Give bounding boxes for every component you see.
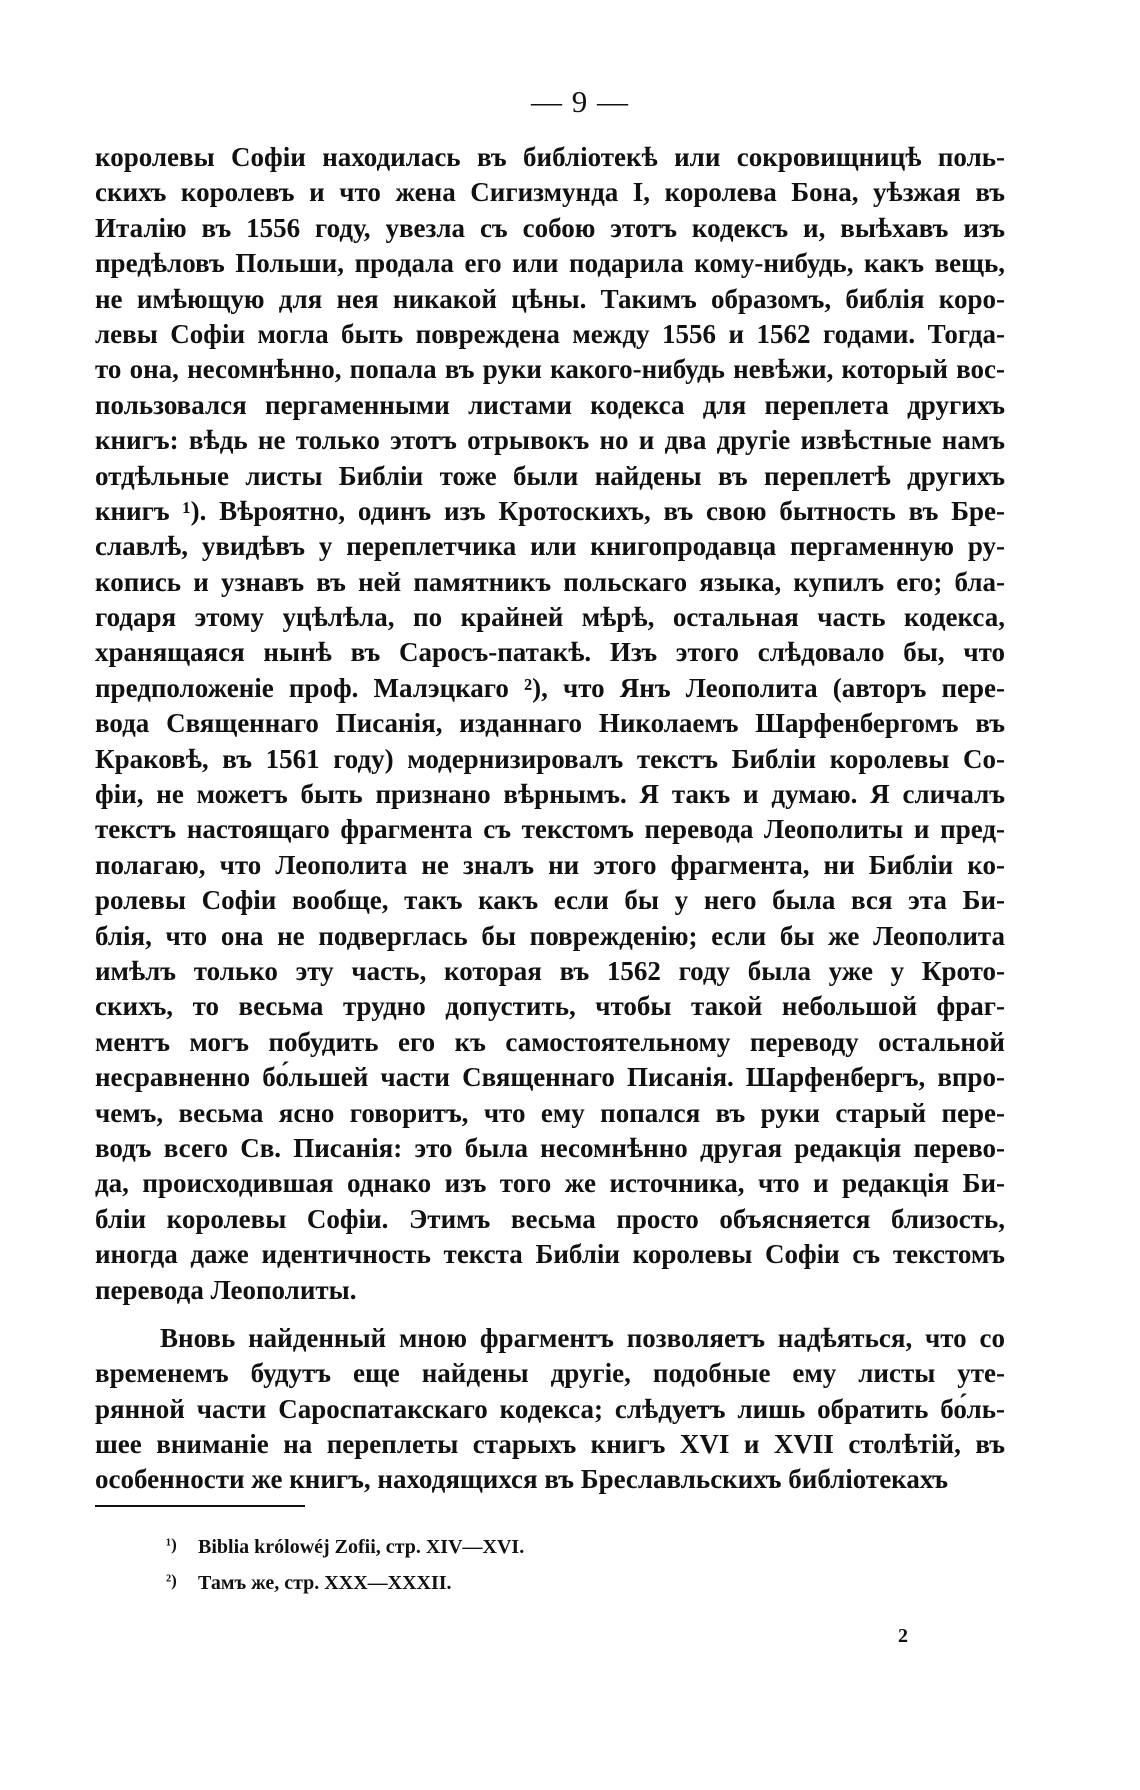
- paragraph-2: [95, 1321, 1005, 1498]
- paragraph-1: [95, 140, 1005, 1308]
- footnote-1-text: Biblia królowéj Zofii, стр. XIV—XVI.: [198, 1536, 525, 1558]
- footnote-2-text: Тамъ же, стр. XXX—XXXII.: [198, 1572, 452, 1594]
- text-line: водъ всего Св. Писанія: это была несомнѣнно другая редакція перево-: [95, 1132, 1005, 1163]
- footnote-2-mark: ²): [166, 1571, 177, 1590]
- text-line: предѣловъ Польши, продала его или подарила кому-нибудь, какъ вещь,: [95, 248, 1005, 279]
- text-line: копись и узнавъ въ ней памятникъ польскаго языка, купилъ его; бла-: [95, 566, 1005, 597]
- text-line: текстъ настоящаго фрагмента съ текстомъ перевода Леополиты и пред-: [95, 814, 1005, 845]
- text-line: вода Священнаго Писанія, изданнаго Николаемъ Шарфенбергомъ въ: [95, 708, 1005, 739]
- text-line: чемъ, весьма ясно говоритъ, что ему попался въ руки старый пере-: [95, 1097, 1005, 1128]
- text-line: славлѣ, увидѣвъ у переплетчика или книгопродавца пергаменную ру-: [95, 531, 1005, 562]
- text-line: шее вниманіе на переплеты старыхъ книгъ XVI и XVII столѣтій, въ: [95, 1429, 1005, 1460]
- text-line: Краковѣ, въ 1561 году) модернизировалъ текстъ Библіи королевы Со-: [95, 743, 1005, 774]
- text-line: скихъ, то весьма трудно допустить, чтобы такой небольшой фраг-: [95, 991, 1005, 1022]
- page-number: — 9 —: [531, 84, 629, 119]
- text-line: хранящаяся нынѣ въ Саросъ-патакѣ. Изъ этого слѣдовало бы, что: [95, 637, 1005, 668]
- signature-mark: 2: [898, 1625, 908, 1647]
- text-line: годаря этому уцѣлѣла, по крайней мѣрѣ, остальная часть кодекса,: [95, 602, 1005, 633]
- text-line: особенности же книгъ, находящихся въ Бреславльскихъ библіотекахъ: [95, 1464, 949, 1495]
- footnote-1: [166, 1528, 524, 1564]
- text-line: не имѣющую для нея никакой цѣны. Такимъ образомъ, библія коро-: [95, 283, 1005, 314]
- footnote-2: [166, 1564, 524, 1600]
- text-line: то она, несомнѣнно, попала въ руки какого-нибудь невѣжи, который вос-: [95, 354, 1005, 385]
- text-line: временемъ будутъ еще найдены другіе, подобные ему листы уте-: [95, 1358, 1005, 1389]
- text-line: полагаю, что Леополита не зналъ ни этого фрагмента, ни Библіи ко-: [95, 849, 1005, 880]
- text-line: скихъ королевъ и что жена Сигизмунда I, королева Бона, уѣзжая въ: [95, 177, 1005, 208]
- text-line: книгъ: вѣдь не только этотъ отрывокъ но и два другіе извѣстные намъ: [95, 425, 1005, 456]
- text-line: бліи королевы Софіи. Этимъ весьма просто объясняется близость,: [95, 1203, 1005, 1234]
- body-text: [95, 140, 1005, 1498]
- text-line: иногда даже идентичность текста Библіи королевы Софіи съ текстомъ: [95, 1239, 1005, 1270]
- text-line: несравненно бо́льшей части Священнаго Писанія. Шарфенбергъ, впро-: [95, 1062, 1005, 1093]
- text-line: левы Софіи могла быть повреждена между 1556 и 1562 годами. Тогда-: [95, 318, 1005, 349]
- text-line: предположеніе проф. Малэцкаго ²), что Янъ Леополита (авторъ пере-: [95, 672, 1005, 703]
- text-line: Вновь найденный мною фрагментъ позволяетъ надѣяться, что со: [160, 1322, 1005, 1353]
- text-line: блія, что она не подверглась бы поврежденію; если бы же Леополита: [95, 920, 1005, 951]
- text-line: отдѣльные листы Библіи тоже были найдены въ переплетѣ другихъ: [95, 460, 1005, 491]
- text-line: книгъ ¹). Вѣроятно, одинъ изъ Кротоскихъ, въ свою бытность въ Бре-: [95, 495, 1005, 526]
- text-line: рянной части Сароспатакскаго кодекса; слѣдуетъ лишь обратить бо́ль-: [95, 1393, 1005, 1424]
- text-line: имѣлъ только эту часть, которая въ 1562 году была уже у Крото-: [95, 955, 1005, 986]
- text-line: фіи, не можетъ быть признано вѣрнымъ. Я такъ и думаю. Я сличалъ: [95, 779, 1005, 810]
- text-line: Италію въ 1556 году, увезла съ собою этотъ кодексъ и, выѣхавъ изъ: [95, 212, 1005, 243]
- text-line: перевода Леополиты.: [95, 1274, 357, 1305]
- text-line: ролевы Софіи вообще, такъ какъ если бы у него была вся эта Би-: [95, 885, 1005, 916]
- text-line: пользовался пергаменными листами кодекса для переплета другихъ: [95, 389, 1005, 420]
- paragraph-gap: [95, 1308, 1005, 1321]
- footnotes: [166, 1528, 524, 1600]
- text-line: ментъ могъ побудить его къ самостоятельному переводу остальной: [95, 1026, 1005, 1057]
- footnote-divider: [95, 1505, 305, 1507]
- text-line: да, происходившая однако изъ того же источника, что и редакція Би-: [95, 1168, 1005, 1199]
- footnote-1-mark: ¹): [166, 1535, 177, 1554]
- text-line: королевы Софіи находилась въ библіотекѣ или сокровищницѣ поль-: [95, 142, 1005, 172]
